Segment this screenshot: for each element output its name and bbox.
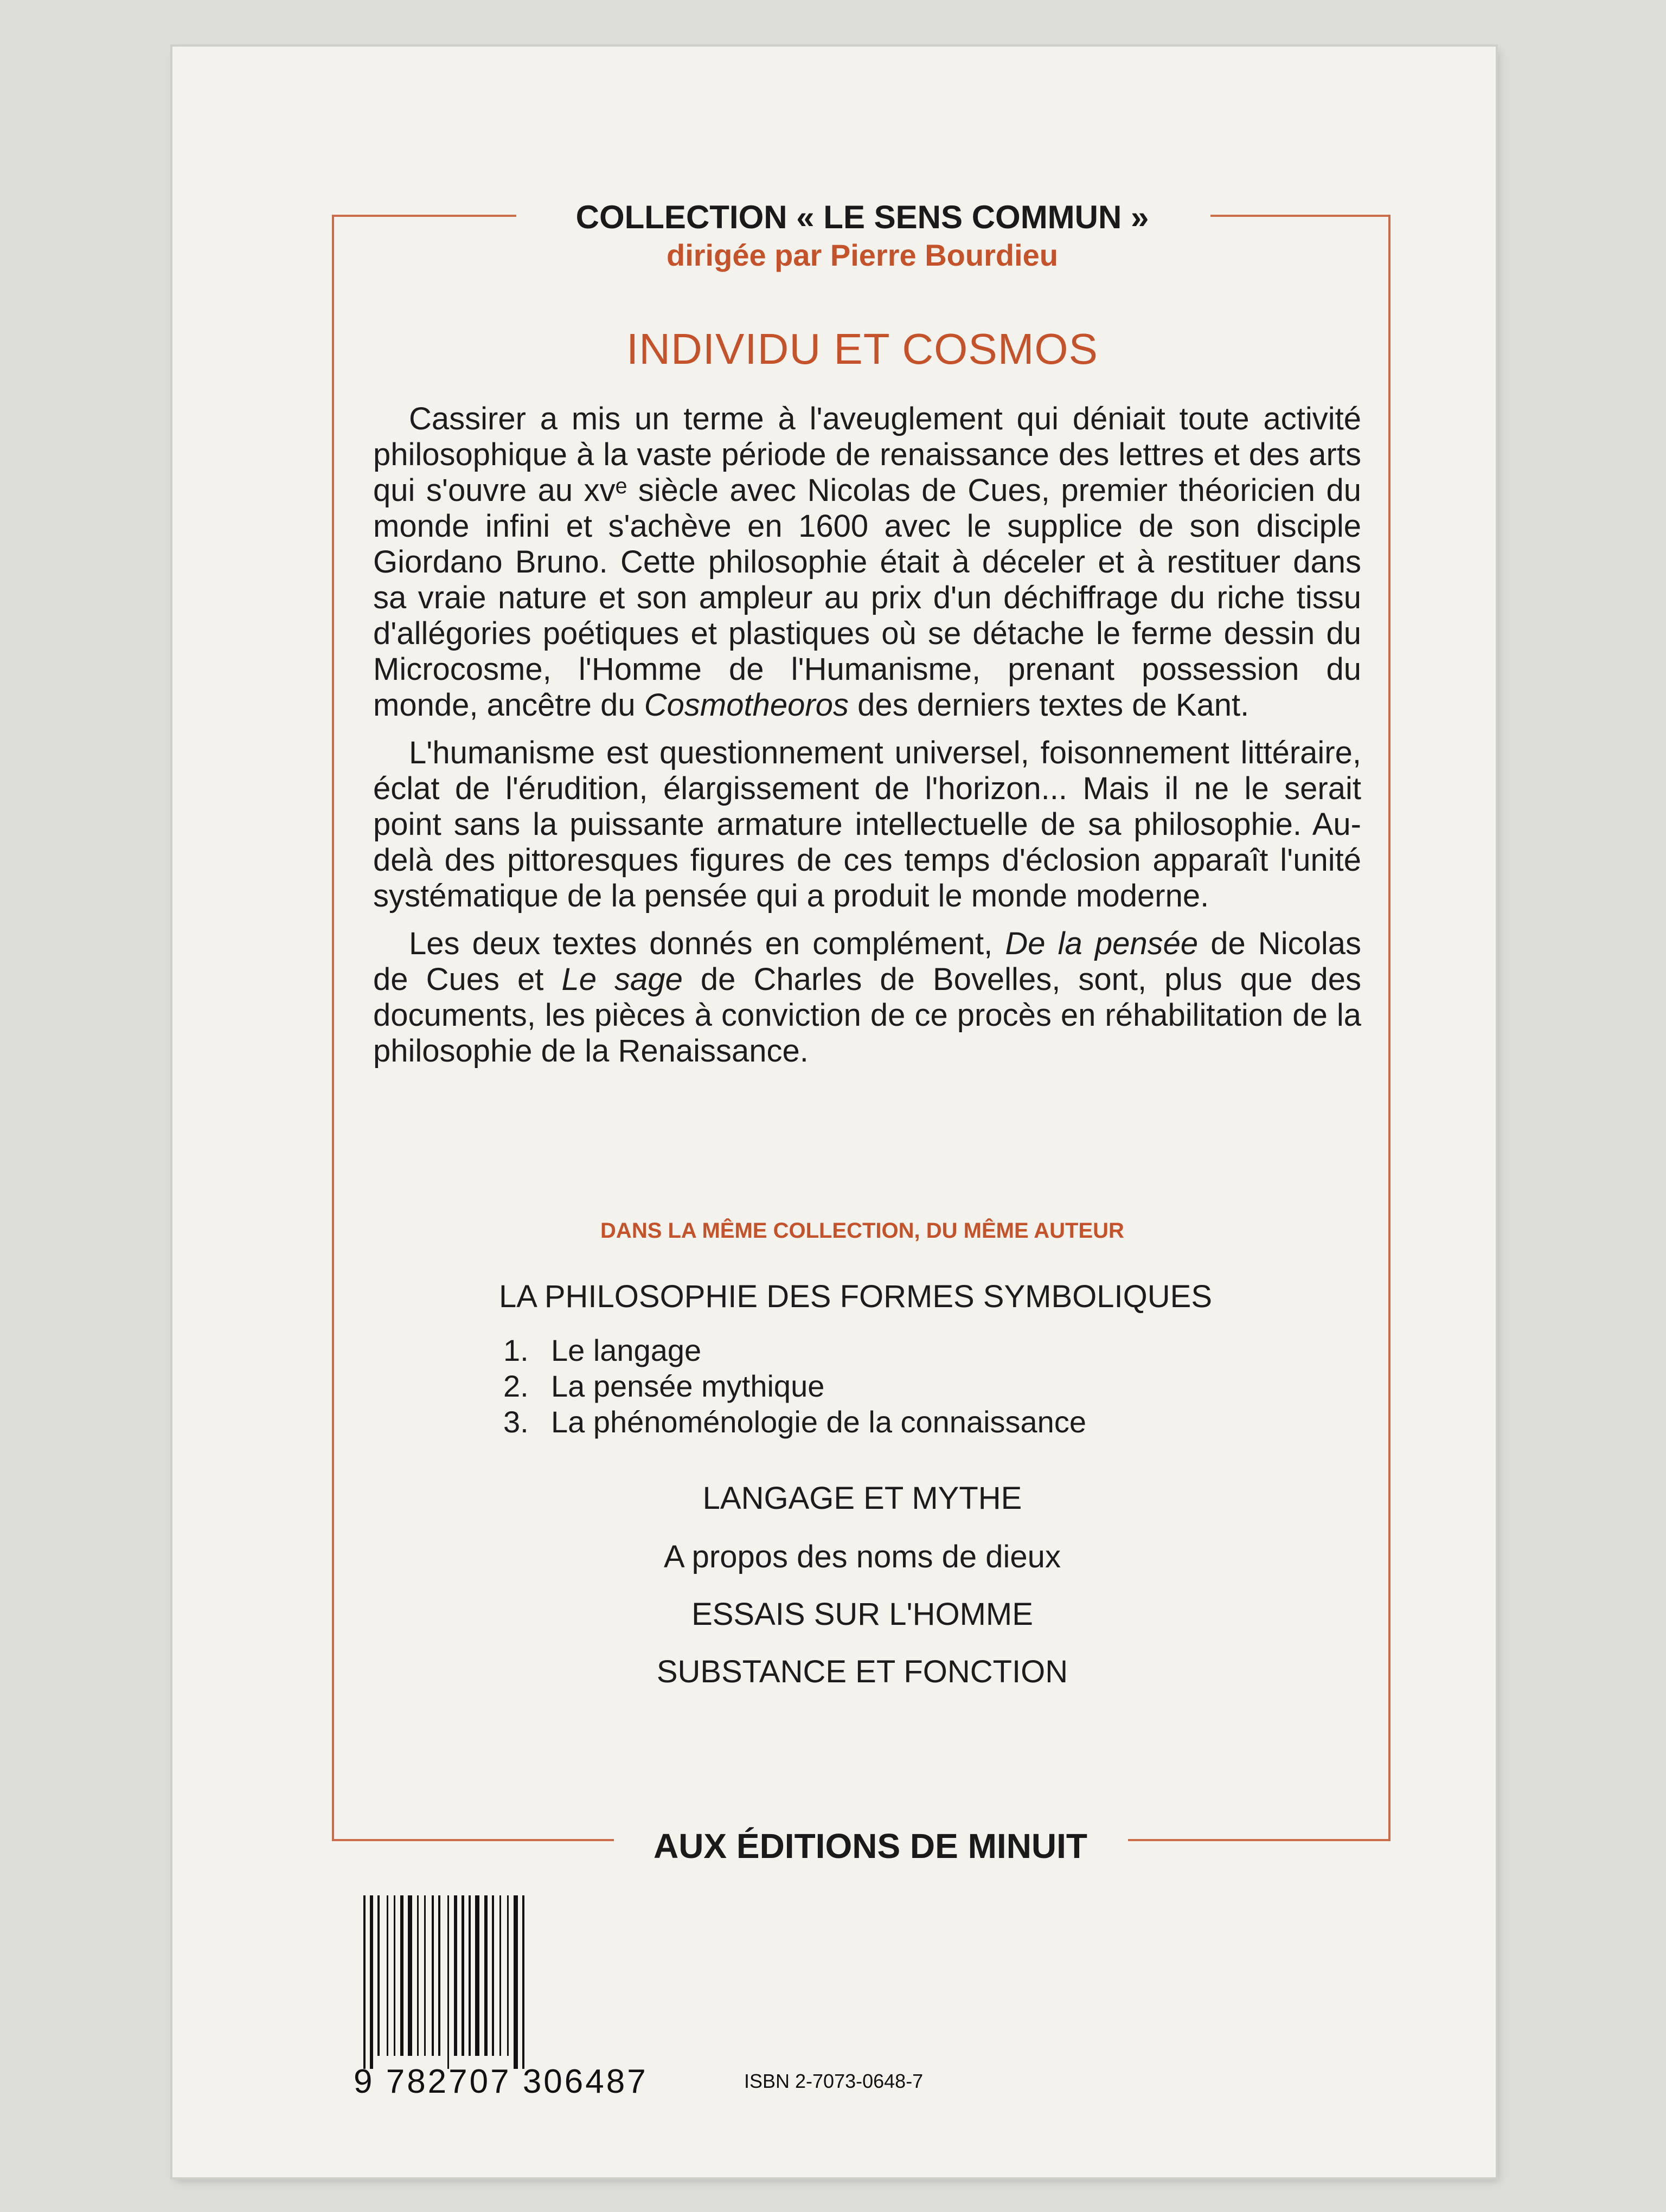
isbn: ISBN 2-7073-0648-7 — [744, 2070, 924, 2092]
series-title: LA PHILOSOPHIE DES FORMES SYMBOLIQUES — [499, 1279, 1213, 1314]
list-item: 3. La phénoménologie de la connaissance — [503, 1405, 1086, 1439]
blurb-paragraph-3: Les deux textes donnés en complément, De la pensée de Nicolas de Cues et Le sage de Charles de Bovelles, sont, plus que des documents, les pièces à conviction de ce procès en réhabilitation de la philosophie de la Renaissance. — [373, 926, 1361, 1069]
barcode — [353, 1895, 678, 2069]
barcode-digits: 9 782707 306487 — [354, 2063, 648, 2100]
other-title-1-subtitle: A propos des noms de dieux — [664, 1539, 1061, 1574]
frame-border-top-right — [1210, 215, 1391, 217]
blurb — [373, 401, 1361, 1081]
volume-list — [503, 1333, 1317, 1440]
blurb-paragraph-1: Cassirer a mis un terme à l'aveuglement qui déniait toute activité philosophique à la vaste période de renaissance des lettres et des arts qui s'ouvre au xvᵉ siècle avec Nicolas de Cues, premier théoricien du monde infini et s'achève en 1600 avec le supplice de son disciple Giordano Bruno. Cette philosophie était à déceler et à restituer dans sa vraie nature et son ampleur au prix d'un déchiffrage du riche tissu d'allégories poétiques et plastiques où se détache le ferme dessin du Microcosme, l'Homme de l'Humanisme, prenant possession du monde, ancêtre du Cosmotheoros des derniers textes de Kant. — [373, 401, 1361, 723]
collection-name: COLLECTION « LE SENS COMMUN » — [575, 199, 1149, 235]
frame-border-bottom-left — [332, 1839, 614, 1841]
other-title-3: SUBSTANCE ET FONCTION — [656, 1654, 1068, 1689]
frame-border-right — [1388, 215, 1391, 1840]
blurb-paragraph-2: L'humanisme est questionnement universel, foisonnement littéraire, éclat de l'érudition, élargissement de l'horizon... Mais il ne le serait point sans la puissante armature intellectuelle de sa philosophie. Au-delà des pittoresques figures de ces temps d'éclosion apparaît l'unité systématique de la pensée qui a produit le monde moderne. — [373, 735, 1361, 914]
other-title-2: ESSAIS SUR L'HOMME — [691, 1597, 1033, 1632]
book-title: INDIVIDU ET COSMOS — [626, 325, 1098, 373]
same-collection-heading: DANS LA MÊME COLLECTION, DU MÊME AUTEUR — [600, 1219, 1124, 1243]
frame-border-bottom-right — [1128, 1839, 1391, 1841]
list-item: 1. Le langage — [503, 1333, 702, 1367]
other-title-1: LANGAGE ET MYTHE — [702, 1481, 1022, 1516]
frame-border-left — [332, 215, 334, 1840]
list-item: 2. La pensée mythique — [503, 1369, 825, 1403]
collection-director: dirigée par Pierre Bourdieu — [667, 238, 1058, 272]
publisher-name: AUX ÉDITIONS DE MINUIT — [653, 1827, 1088, 1866]
barcode-icon — [353, 1895, 678, 2069]
frame-border-top-left — [332, 215, 516, 217]
